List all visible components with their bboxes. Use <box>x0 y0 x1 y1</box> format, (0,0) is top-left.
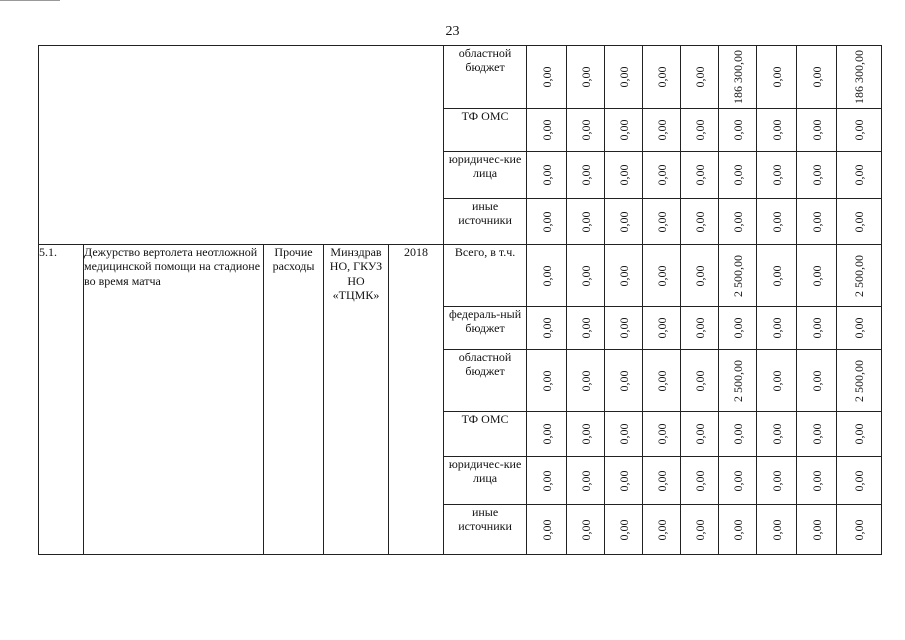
amount-cell <box>797 109 837 152</box>
amount-cell <box>757 350 797 412</box>
amount-value: 0,00 <box>730 119 745 141</box>
amount-cell <box>567 505 605 555</box>
amount-value: 0,00 <box>539 164 554 186</box>
amount-value: 0,00 <box>809 164 824 186</box>
amount-cell <box>719 109 757 152</box>
amount-cell <box>605 199 643 245</box>
amount-value: 0,00 <box>769 211 784 232</box>
amount-value: 0,00 <box>616 370 631 391</box>
amount-cell <box>605 307 643 350</box>
amount-cell <box>757 457 797 505</box>
amount-cell <box>567 350 605 412</box>
amount-value: 0,00 <box>578 519 593 540</box>
funding-source-label: юридичес-кие лица <box>448 152 522 181</box>
amount-value: 0,00 <box>730 317 745 339</box>
amount-cell <box>605 457 643 505</box>
amount-value: 0,00 <box>769 470 784 491</box>
funding-source-cell <box>444 109 527 152</box>
amount-value: 0,00 <box>769 519 784 540</box>
funding-source-cell <box>444 505 527 555</box>
amount-cell <box>757 505 797 555</box>
funding-source-cell <box>444 245 527 307</box>
amount-cell <box>567 152 605 199</box>
amount-value: 0,00 <box>809 370 824 391</box>
amount-value: 0,00 <box>616 211 631 232</box>
amount-value: 0,00 <box>616 119 631 141</box>
amount-value: 0,00 <box>578 119 593 141</box>
item-category-text: Прочие расходы <box>272 245 315 274</box>
amount-cell <box>527 350 567 412</box>
amount-value: 0,00 <box>809 317 824 339</box>
amount-cell <box>719 457 757 505</box>
amount-cell <box>527 457 567 505</box>
amount-value: 0,00 <box>769 119 784 141</box>
amount-value: 0,00 <box>692 370 707 391</box>
amount-cell <box>681 152 719 199</box>
amount-value: 0,00 <box>809 265 824 286</box>
amount-cell <box>527 245 567 307</box>
amount-value: 0,00 <box>616 317 631 339</box>
scan-artifact-line <box>0 0 60 1</box>
amount-cell <box>719 152 757 199</box>
amount-value: 0,00 <box>769 317 784 339</box>
amount-cell <box>719 412 757 457</box>
amount-cell <box>681 245 719 307</box>
amount-cell <box>527 505 567 555</box>
funding-source-cell <box>444 412 527 457</box>
item-category-cell <box>264 245 324 555</box>
amount-cell <box>797 307 837 350</box>
amount-value: 0,00 <box>809 519 824 540</box>
amount-cell <box>681 109 719 152</box>
funding-source-cell <box>444 46 527 109</box>
amount-cell <box>757 412 797 457</box>
funding-source-cell <box>444 307 527 350</box>
amount-cell <box>527 109 567 152</box>
funding-source-cell <box>444 199 527 245</box>
amount-value: 0,00 <box>809 211 824 232</box>
amount-cell <box>837 46 882 109</box>
amount-cell <box>567 245 605 307</box>
amount-value: 0,00 <box>539 519 554 540</box>
amount-cell <box>681 350 719 412</box>
amount-cell <box>757 307 797 350</box>
amount-value: 2 500,00 <box>730 359 745 402</box>
amount-value: 0,00 <box>578 470 593 491</box>
amount-cell <box>837 505 882 555</box>
amount-value: 0,00 <box>578 317 593 339</box>
amount-value: 0,00 <box>539 470 554 491</box>
funding-source-label: областной бюджет <box>458 350 512 379</box>
amount-cell <box>643 307 681 350</box>
amount-cell <box>837 307 882 350</box>
item-executor-cell <box>324 245 389 555</box>
amount-cell <box>643 46 681 109</box>
amount-cell <box>837 152 882 199</box>
amount-value: 0,00 <box>769 164 784 186</box>
funding-source-label: ТФ ОМС <box>461 412 509 426</box>
amount-cell <box>719 350 757 412</box>
funding-source-cell <box>444 457 527 505</box>
amount-cell <box>757 199 797 245</box>
amount-value: 0,00 <box>578 370 593 391</box>
amount-cell <box>681 46 719 109</box>
amount-value: 0,00 <box>692 423 707 445</box>
table-row <box>39 245 882 307</box>
funding-source-cell <box>444 350 527 412</box>
amount-value: 0,00 <box>616 265 631 286</box>
funding-source-label: областной бюджет <box>458 46 512 75</box>
amount-cell <box>567 457 605 505</box>
amount-cell <box>797 245 837 307</box>
amount-value: 0,00 <box>616 423 631 445</box>
amount-value: 0,00 <box>692 164 707 186</box>
amount-cell <box>527 46 567 109</box>
amount-value: 0,00 <box>851 119 866 141</box>
amount-cell <box>643 245 681 307</box>
funding-source-label: федераль-ный бюджет <box>448 307 522 336</box>
amount-value: 0,00 <box>578 66 593 88</box>
amount-value: 0,00 <box>730 470 745 491</box>
amount-value: 0,00 <box>809 66 824 88</box>
amount-cell <box>643 505 681 555</box>
amount-cell <box>797 46 837 109</box>
amount-cell <box>797 457 837 505</box>
amount-value: 0,00 <box>616 164 631 186</box>
amount-value: 0,00 <box>730 423 745 445</box>
table-row <box>39 46 882 109</box>
amount-cell <box>797 199 837 245</box>
amount-cell <box>757 245 797 307</box>
amount-cell <box>567 46 605 109</box>
amount-value: 0,00 <box>692 519 707 540</box>
amount-value: 0,00 <box>769 265 784 286</box>
amount-value: 0,00 <box>539 211 554 232</box>
funding-source-label: иные источники <box>458 505 512 534</box>
item-executor-text: Минздрав НО, ГКУЗ НО «ТЦМК» <box>329 245 383 303</box>
amount-value: 0,00 <box>616 470 631 491</box>
amount-value: 0,00 <box>616 66 631 88</box>
amount-value: 0,00 <box>539 66 554 88</box>
amount-cell <box>643 152 681 199</box>
merged-blank-cell <box>39 46 444 245</box>
amount-value: 0,00 <box>654 470 669 491</box>
amount-cell <box>681 412 719 457</box>
amount-value: 0,00 <box>578 211 593 232</box>
amount-value: 0,00 <box>730 164 745 186</box>
amount-cell <box>837 199 882 245</box>
amount-cell <box>837 245 882 307</box>
amount-value: 2 500,00 <box>730 254 745 297</box>
amount-value: 0,00 <box>851 519 866 540</box>
funding-source-label: ТФ ОМС <box>461 109 509 123</box>
amount-value: 0,00 <box>769 370 784 391</box>
amount-value: 0,00 <box>539 370 554 391</box>
amount-cell <box>719 307 757 350</box>
funding-source-label: Всего, в т.ч. <box>454 245 516 259</box>
amount-value: 0,00 <box>654 211 669 232</box>
amount-cell <box>681 505 719 555</box>
amount-cell <box>757 109 797 152</box>
amount-value: 0,00 <box>539 119 554 141</box>
amount-value: 0,00 <box>539 423 554 445</box>
amount-value: 0,00 <box>809 470 824 491</box>
amount-value: 0,00 <box>654 164 669 186</box>
amount-value: 0,00 <box>692 211 707 232</box>
amount-cell <box>605 350 643 412</box>
amount-value: 0,00 <box>730 519 745 540</box>
amount-cell <box>719 46 757 109</box>
amount-cell <box>681 307 719 350</box>
page-number: 23 <box>445 24 460 39</box>
amount-cell <box>797 412 837 457</box>
amount-cell <box>797 350 837 412</box>
table-body <box>39 46 882 555</box>
amount-value: 0,00 <box>539 317 554 339</box>
item-number-text: 5.1. <box>39 245 57 259</box>
amount-value: 0,00 <box>654 519 669 540</box>
amount-value: 0,00 <box>539 265 554 286</box>
amount-value: 2 500,00 <box>851 254 866 297</box>
amount-value: 0,00 <box>654 370 669 391</box>
amount-value: 0,00 <box>616 519 631 540</box>
amount-value: 0,00 <box>692 119 707 141</box>
amount-cell <box>567 109 605 152</box>
amount-value: 0,00 <box>654 423 669 445</box>
amount-cell <box>643 350 681 412</box>
funding-source-label: иные источники <box>458 199 512 228</box>
budget-table <box>38 45 882 555</box>
amount-cell <box>605 109 643 152</box>
funding-source-cell <box>444 152 527 199</box>
amount-cell <box>527 199 567 245</box>
amount-cell <box>605 412 643 457</box>
amount-value: 0,00 <box>851 317 866 339</box>
funding-source-label: юридичес-кие лица <box>448 457 522 486</box>
amount-cell <box>719 245 757 307</box>
item-year-cell <box>389 245 444 555</box>
amount-value: 0,00 <box>851 470 866 491</box>
amount-cell <box>605 245 643 307</box>
amount-value: 0,00 <box>851 164 866 186</box>
item-number-cell <box>39 245 84 555</box>
amount-value: 0,00 <box>578 423 593 445</box>
amount-value: 0,00 <box>692 317 707 339</box>
amount-value: 0,00 <box>692 265 707 286</box>
amount-cell <box>527 152 567 199</box>
amount-value: 0,00 <box>578 265 593 286</box>
amount-value: 0,00 <box>692 470 707 491</box>
amount-value: 2 500,00 <box>851 359 866 402</box>
amount-cell <box>837 109 882 152</box>
amount-cell <box>567 307 605 350</box>
amount-cell <box>837 457 882 505</box>
item-name-text: Дежурство вертолета неотложной медицинской помощи на стадионе во время матча <box>84 245 261 288</box>
amount-value: 0,00 <box>654 317 669 339</box>
amount-cell <box>681 457 719 505</box>
amount-cell <box>605 152 643 199</box>
item-year-text: 2018 <box>404 245 429 259</box>
amount-value: 0,00 <box>769 66 784 88</box>
amount-value: 0,00 <box>692 66 707 88</box>
amount-value: 0,00 <box>809 119 824 141</box>
amount-value: 0,00 <box>654 265 669 286</box>
amount-cell <box>567 412 605 457</box>
amount-value: 0,00 <box>851 211 866 232</box>
amount-cell <box>837 412 882 457</box>
amount-cell <box>605 505 643 555</box>
amount-value: 0,00 <box>851 423 866 445</box>
amount-cell <box>719 199 757 245</box>
amount-cell <box>605 46 643 109</box>
amount-cell <box>681 199 719 245</box>
amount-cell <box>757 46 797 109</box>
amount-cell <box>643 412 681 457</box>
amount-cell <box>643 109 681 152</box>
amount-value: 0,00 <box>769 423 784 445</box>
amount-cell <box>797 152 837 199</box>
amount-value: 0,00 <box>578 164 593 186</box>
amount-value: 0,00 <box>654 119 669 141</box>
amount-cell <box>527 412 567 457</box>
amount-cell <box>643 457 681 505</box>
amount-value: 0,00 <box>730 211 745 232</box>
amount-cell <box>797 505 837 555</box>
amount-cell <box>757 152 797 199</box>
amount-value: 186 300,00 <box>851 50 866 104</box>
amount-cell <box>527 307 567 350</box>
amount-cell <box>567 199 605 245</box>
amount-cell <box>643 199 681 245</box>
item-name-cell <box>84 245 264 555</box>
amount-cell <box>719 505 757 555</box>
amount-value: 0,00 <box>809 423 824 445</box>
amount-value: 0,00 <box>654 66 669 88</box>
amount-cell <box>837 350 882 412</box>
amount-value: 186 300,00 <box>730 50 745 104</box>
